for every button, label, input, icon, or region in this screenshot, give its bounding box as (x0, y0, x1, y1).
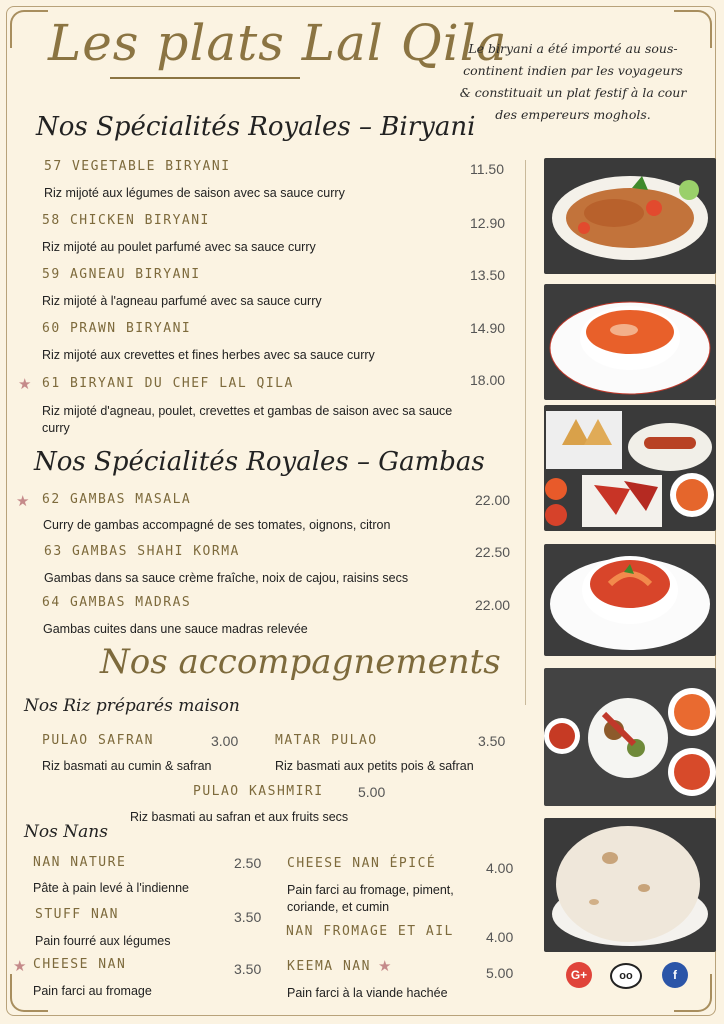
biryani-photo (544, 158, 716, 274)
menu-item-price: 14.90 (470, 320, 506, 336)
rice-subtitle: Nos Riz préparés maison (24, 696, 240, 716)
menu-item-price: 22.00 (475, 597, 511, 613)
facebook-icon[interactable]: f (662, 962, 688, 988)
tandoori-platter-photo (544, 405, 716, 531)
gambas-photo (544, 544, 716, 656)
intro-text: Le biryani a été importé au sous-continent indien par les voyageurs & constituait un plat festif à la cour des empereurs moghols. (459, 41, 687, 122)
menu-item-name: 64 GAMBAS MADRAS (42, 595, 192, 610)
menu-item-description: Riz mijoté aux crevettes et fines herbes avec sa sauce curry (42, 348, 375, 362)
nan-item-price: 2.50 (234, 855, 262, 871)
nan-item-name: CHEESE NAN (33, 957, 127, 972)
nan-item-description: Pain farci au fromage, piment, coriande, et cumin (287, 883, 454, 914)
nan-item-price: 5.00 (486, 965, 514, 981)
menu-item-price: 18.00 (470, 372, 506, 388)
menu-item-description: Gambas cuites dans une sauce madras relevée (43, 622, 308, 636)
menu-item-description: Riz mijoté au poulet parfumé avec sa sauce curry (42, 240, 316, 254)
nan-item-price: 4.00 (486, 929, 514, 945)
google-plus-icon[interactable]: G+ (566, 962, 592, 988)
nan-item-name: CHEESE NAN ÉPICÉ (287, 856, 437, 871)
menu-item-description: Riz mijoté aux légumes de saison avec sa sauce curry (44, 186, 345, 200)
nan-bread-photo (544, 818, 716, 952)
nan-item-description: Pain farci à la viande hachée (287, 986, 448, 1000)
menu-item-name: 59 AGNEAU BIRYANI (42, 267, 201, 282)
menu-title: Les plats Lal Qila (48, 14, 508, 72)
menu-item-price: 11.50 (470, 161, 504, 177)
rice-item-price: 5.00 (358, 784, 386, 800)
column-divider (525, 160, 526, 705)
menu-item-name: 61 BIRYANI DU CHEF LAL QILA (42, 376, 294, 391)
sides-section-title: Nos accompagnements (100, 642, 501, 682)
menu-item-price: 13.50 (470, 267, 506, 283)
title-underline (110, 77, 300, 79)
chef-star-icon: ★ (18, 375, 32, 393)
rice-item-description: Riz basmati au cumin & safran (42, 759, 212, 773)
nan-item-name: KEEMA NAN (287, 959, 371, 974)
menu-item-price: 22.00 (475, 492, 511, 508)
curry-photo (544, 284, 716, 400)
curries-table-photo (544, 668, 716, 806)
rice-item-price: 3.00 (211, 733, 239, 749)
rice-item-name: PULAO KASHMIRI (193, 784, 324, 799)
menu-item-description: Riz mijoté d'agneau, poulet, crevettes et gambas de saison avec sa sauce curry (42, 404, 453, 435)
biryani-section-title: Nos Spécialités Royales – Biryani (36, 112, 476, 142)
rice-item-description: Riz basmati aux petits pois & safran (275, 759, 474, 773)
chef-star-icon: ★ (378, 957, 392, 975)
nan-item-name: NAN FROMAGE ET AIL (286, 924, 454, 939)
nan-item-price: 3.50 (234, 961, 262, 977)
menu-item-name: 58 CHICKEN BIRYANI (42, 213, 210, 228)
menu-item-name: 63 GAMBAS SHAHI KORMA (44, 544, 240, 559)
rice-item-price: 3.50 (478, 733, 506, 749)
tripadvisor-icon[interactable]: oo (610, 963, 642, 989)
nan-item-name: NAN NATURE (33, 855, 127, 870)
nan-item-name: STUFF NAN (35, 907, 119, 922)
menu-item-name: 57 VEGETABLE BIRYANI (44, 159, 231, 174)
menu-item-description: Gambas dans sa sauce crème fraîche, noix de cajou, raisins secs (44, 571, 409, 585)
chef-star-icon: ★ (13, 957, 27, 975)
menu-item-name: 62 GAMBAS MASALA (42, 492, 192, 507)
chef-star-icon: ★ (16, 492, 30, 510)
rice-item-name: PULAO SAFRAN (42, 733, 154, 748)
menu-item-price: 12.90 (470, 215, 506, 231)
nan-item-description: Pain fourré aux légumes (35, 934, 171, 948)
rice-item-name: MATAR PULAO (275, 733, 378, 748)
menu-item-description: Riz mijoté à l'agneau parfumé avec sa sauce curry (42, 294, 322, 308)
corner-ornament (10, 10, 48, 48)
rice-item-description: Riz basmati au safran et aux fruits secs (130, 810, 349, 824)
gambas-section-title: Nos Spécialités Royales – Gambas (34, 447, 485, 477)
nan-item-description: Pain farci au fromage (33, 984, 152, 998)
menu-item-name: 60 PRAWN BIRYANI (42, 321, 192, 336)
nan-item-price: 4.00 (486, 860, 514, 876)
nan-item-price: 3.50 (234, 909, 262, 925)
menu-item-description: Curry de gambas accompagné de ses tomates, oignons, citron (43, 518, 391, 532)
nan-item-description: Pâte à pain levé à l'indienne (33, 881, 189, 895)
menu-item-price: 22.50 (475, 544, 511, 560)
nan-subtitle: Nos Nans (24, 822, 108, 842)
